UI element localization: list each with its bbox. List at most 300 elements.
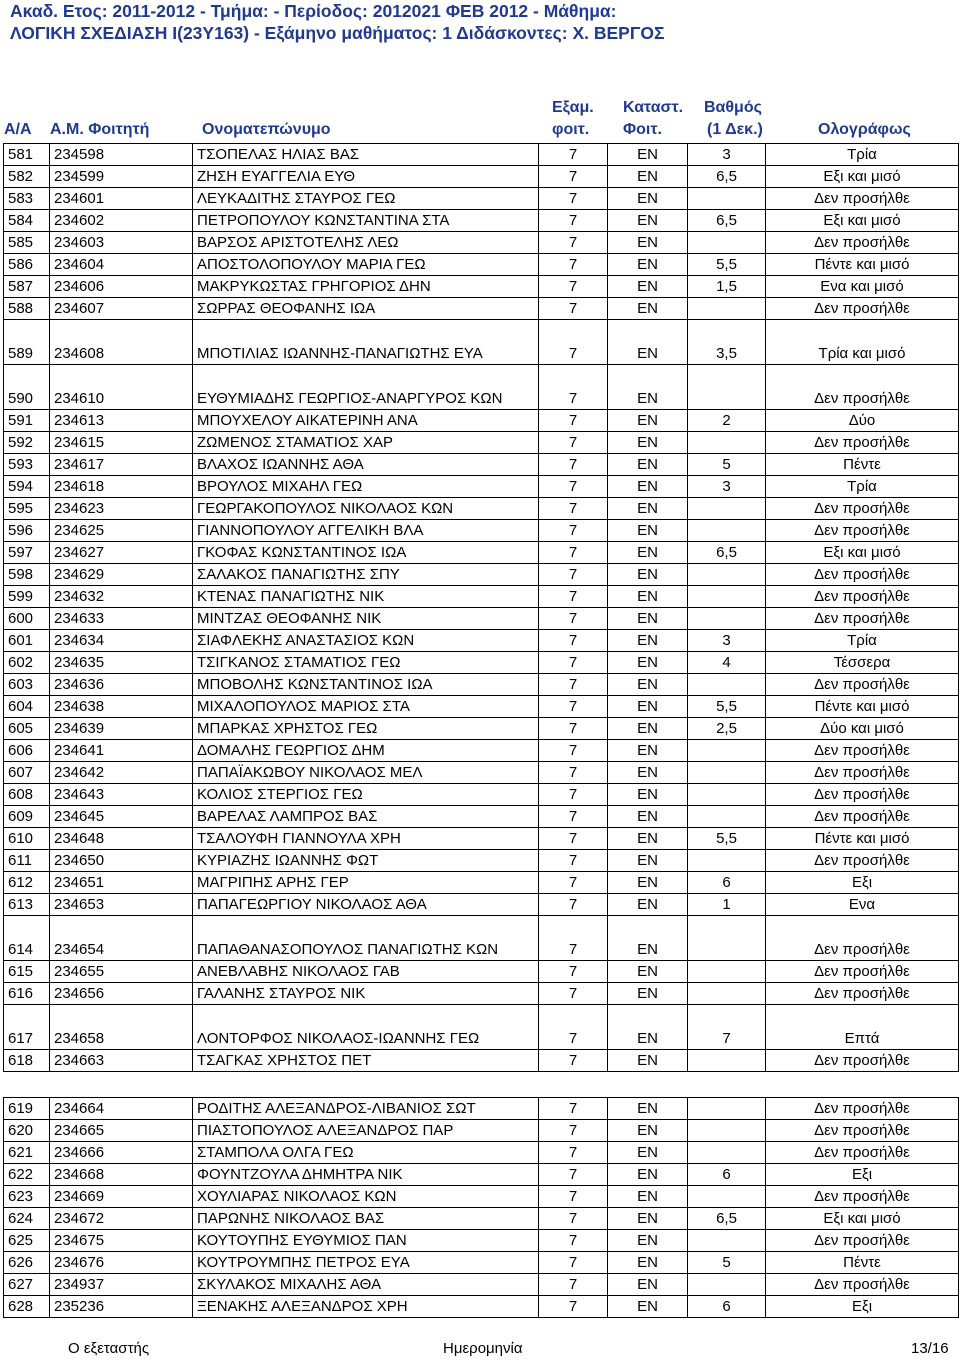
spacer-cell [608,1072,688,1098]
enrollment-status: ΕΝ [608,961,688,983]
grade [688,365,766,410]
grade: 6 [688,1164,766,1186]
grade-in-words: Εξι και μισό [766,542,959,564]
grade-in-words: Εξι [766,1296,959,1318]
table-row [4,850,959,872]
student-id: 234598 [50,144,193,166]
spacer-cell [193,1072,539,1098]
grade [688,564,766,586]
exam-semester: 7 [539,1274,608,1296]
grade [688,1274,766,1296]
grade-in-words: Δεν προσήλθε [766,806,959,828]
enrollment-status: ΕΝ [608,320,688,365]
row-number: 614 [4,916,50,961]
table-row [4,784,959,806]
grade-in-words: Δεν προσήλθε [766,1142,959,1164]
student-name: ΚΟΥΤΡΟΥΜΠΗΣ ΠΕΤΡΟΣ ΕΥΑ [193,1252,539,1274]
row-number: 624 [4,1208,50,1230]
grade: 5 [688,454,766,476]
title-line-2: ΛΟΓΙΚΗ ΣΧΕΔΙΑΣΗ Ι(23Υ163) - Εξάμηνο μαθήματος: 1 Διδάσκοντες: Χ. ΒΕΡΓΟΣ [10,23,665,43]
student-name: ΑΠΟΣΤΟΛΟΠΟΥΛΟΥ ΜΑΡΙΑ ΓΕΩ [193,254,539,276]
student-name: ΖΗΣΗ ΕΥΑΓΓΕΛΙΑ ΕΥΘ [193,166,539,188]
table-row [4,630,959,652]
enrollment-status: ΕΝ [608,1252,688,1274]
exam-semester: 7 [539,210,608,232]
student-id: 234617 [50,454,193,476]
grade-in-words: Δεν προσήλθε [766,188,959,210]
grade-in-words: Πέντε και μισό [766,828,959,850]
student-id: 234599 [50,166,193,188]
student-name: ΠΑΡΩΝΗΣ ΝΙΚΟΛΑΟΣ ΒΑΣ [193,1208,539,1230]
grade-in-words: Δεν προσήλθε [766,498,959,520]
table-row [4,1252,959,1274]
grade-in-words: Δεν προσήλθε [766,232,959,254]
grade [688,806,766,828]
grade-in-words: Εξι και μισό [766,210,959,232]
enrollment-status: ΕΝ [608,476,688,498]
row-number: 601 [4,630,50,652]
enrollment-status: ΕΝ [608,674,688,696]
table-row [4,1296,959,1318]
table-row [4,166,959,188]
student-id: 234623 [50,498,193,520]
grade-in-words: Πέντε και μισό [766,254,959,276]
grade-in-words: Δεν προσήλθε [766,784,959,806]
student-id: 234638 [50,696,193,718]
student-id: 234653 [50,894,193,916]
exam-semester: 7 [539,1252,608,1274]
enrollment-status: ΕΝ [608,586,688,608]
grade [688,432,766,454]
student-id: 234656 [50,983,193,1005]
enrollment-status: ΕΝ [608,166,688,188]
exam-semester: 7 [539,254,608,276]
student-id: 234633 [50,608,193,630]
student-id: 234627 [50,542,193,564]
row-number: 627 [4,1274,50,1296]
table-row [4,320,959,365]
enrollment-status: ΕΝ [608,916,688,961]
enrollment-status: ΕΝ [608,784,688,806]
table-row [4,696,959,718]
student-name: ΚΤΕΝΑΣ ΠΑΝΑΓΙΩΤΗΣ ΝΙΚ [193,586,539,608]
table-row [4,210,959,232]
row-number: 603 [4,674,50,696]
exam-semester: 7 [539,916,608,961]
grade [688,850,766,872]
exam-semester: 7 [539,542,608,564]
grade-in-words: Δεν προσήλθε [766,961,959,983]
grade: 6,5 [688,1208,766,1230]
row-number: 599 [4,586,50,608]
exam-semester: 7 [539,410,608,432]
row-number: 620 [4,1120,50,1142]
exam-semester: 7 [539,564,608,586]
row-number: 608 [4,784,50,806]
enrollment-status: ΕΝ [608,432,688,454]
row-number: 612 [4,872,50,894]
exam-semester: 7 [539,806,608,828]
row-number: 616 [4,983,50,1005]
grade-in-words: Τρία και μισό [766,320,959,365]
exam-semester: 7 [539,872,608,894]
grade-in-words: Δεν προσήλθε [766,564,959,586]
student-name: ΤΣΙΓΚΑΝΟΣ ΣΤΑΜΑΤΙΟΣ ΓΕΩ [193,652,539,674]
exam-semester: 7 [539,740,608,762]
grades-table [3,143,959,1318]
exam-semester: 7 [539,696,608,718]
exam-semester: 7 [539,608,608,630]
grade [688,1230,766,1252]
student-name: ΤΣΟΠΕΛΑΣ ΗΛΙΑΣ ΒΑΣ [193,144,539,166]
grade-in-words: Δύο [766,410,959,432]
student-id: 234645 [50,806,193,828]
exam-semester: 7 [539,454,608,476]
student-name: ΓΙΑΝΝΟΠΟΥΛΟΥ ΑΓΓΕΛΙΚΗ ΒΛΑ [193,520,539,542]
student-id: 234610 [50,365,193,410]
enrollment-status: ΕΝ [608,1098,688,1120]
grade: 5,5 [688,254,766,276]
exam-semester: 7 [539,1230,608,1252]
col-am-header: Α.Μ. Φοιτητή [50,121,150,138]
student-name: ΜΠΟΤΙΛΙΑΣ ΙΩΑΝΝΗΣ-ΠΑΝΑΓΙΩΤΗΣ ΕΥΑ [193,320,539,365]
row-number: 618 [4,1050,50,1072]
student-id: 234615 [50,432,193,454]
table-row [4,1120,959,1142]
student-id: 234658 [50,1005,193,1050]
table-row [4,1208,959,1230]
col-grade-header-2: (1 Δεκ.) [707,121,763,138]
student-name: ΜΑΓΡΙΠΗΣ ΑΡΗΣ ΓΕΡ [193,872,539,894]
spacer-cell [539,1072,608,1098]
exam-semester: 7 [539,298,608,320]
exam-semester: 7 [539,961,608,983]
enrollment-status: ΕΝ [608,1274,688,1296]
student-id: 234607 [50,298,193,320]
student-id: 234664 [50,1098,193,1120]
student-name: ΜΠΑΡΚΑΣ ΧΡΗΣΤΟΣ ΓΕΩ [193,718,539,740]
student-name: ΣΤΑΜΠΟΛΑ ΟΛΓΑ ΓΕΩ [193,1142,539,1164]
enrollment-status: ΕΝ [608,696,688,718]
row-number: 613 [4,894,50,916]
grade-in-words: Ενα και μισό [766,276,959,298]
row-number: 593 [4,454,50,476]
col-status-header-2: Φοιτ. [623,121,662,138]
table-row [4,476,959,498]
exam-semester: 7 [539,784,608,806]
row-number: 585 [4,232,50,254]
table-row [4,674,959,696]
exam-semester: 7 [539,1005,608,1050]
col-name-header: Ονοματεπώνυμο [202,121,331,138]
table-row [4,520,959,542]
grade-in-words: Τρία [766,476,959,498]
student-name: ΛΟΝΤΟΡΦΟΣ ΝΙΚΟΛΑΟΣ-ΙΩΑΝΝΗΣ ΓΕΩ [193,1005,539,1050]
table-row [4,1274,959,1296]
student-id: 234650 [50,850,193,872]
grade: 2 [688,410,766,432]
grade: 5,5 [688,696,766,718]
grade-in-words: Πέντε [766,1252,959,1274]
grade: 5 [688,1252,766,1274]
grade-in-words: Ενα [766,894,959,916]
grade-in-words: Δεν προσήλθε [766,608,959,630]
grade [688,1050,766,1072]
grade-in-words: Δεν προσήλθε [766,298,959,320]
student-id: 234625 [50,520,193,542]
table-row [4,806,959,828]
table-row [4,872,959,894]
enrollment-status: ΕΝ [608,894,688,916]
student-id: 234665 [50,1120,193,1142]
row-number: 617 [4,1005,50,1050]
student-id: 234606 [50,276,193,298]
student-id: 234613 [50,410,193,432]
row-number: 611 [4,850,50,872]
row-number: 619 [4,1098,50,1120]
grade-in-words: Δεν προσήλθε [766,1274,959,1296]
row-number: 606 [4,740,50,762]
col-status-header-1: Καταστ. [623,99,684,116]
grade [688,740,766,762]
grade [688,961,766,983]
row-number: 621 [4,1142,50,1164]
grade-in-words: Δεν προσήλθε [766,432,959,454]
row-number: 602 [4,652,50,674]
student-name: ΤΣΑΛΟΥΦΗ ΓΙΑΝΝΟΥΛΑ ΧΡΗ [193,828,539,850]
enrollment-status: ΕΝ [608,498,688,520]
table-row [4,254,959,276]
exam-semester: 7 [539,1208,608,1230]
column-headers [0,94,960,142]
student-id: 234663 [50,1050,193,1072]
student-name: ΑΝΕΒΛΑΒΗΣ ΝΙΚΟΛΑΟΣ ΓΑΒ [193,961,539,983]
student-id: 234634 [50,630,193,652]
footer-examiner: Ο εξεταστής [68,1340,150,1357]
grade-in-words: Δεν προσήλθε [766,674,959,696]
grade-in-words: Δεν προσήλθε [766,1186,959,1208]
exam-semester: 7 [539,144,608,166]
table-row [4,652,959,674]
enrollment-status: ΕΝ [608,1120,688,1142]
grade [688,520,766,542]
student-name: ΠΑΠΑΘΑΝΑΣΟΠΟΥΛΟΣ ΠΑΝΑΓΙΩΤΗΣ ΚΩΝ [193,916,539,961]
exam-semester: 7 [539,188,608,210]
spacer-cell [688,1072,766,1098]
table-row [4,498,959,520]
row-number: 592 [4,432,50,454]
student-id: 234643 [50,784,193,806]
table-row [4,1050,959,1072]
student-id: 234648 [50,828,193,850]
student-id: 234655 [50,961,193,983]
enrollment-status: ΕΝ [608,276,688,298]
student-name: ΧΟΥΛΙΑΡΑΣ ΝΙΚΟΛΑΟΣ ΚΩΝ [193,1186,539,1208]
col-exam-header-1: Εξαμ. [552,99,594,116]
exam-semester: 7 [539,586,608,608]
student-id: 234608 [50,320,193,365]
grade-in-words: Δεν προσήλθε [766,916,959,961]
grade-in-words: Τρία [766,630,959,652]
row-number: 626 [4,1252,50,1274]
student-name: ΣΚΥΛΑΚΟΣ ΜΙΧΑΛΗΣ ΑΘΑ [193,1274,539,1296]
enrollment-status: ΕΝ [608,1164,688,1186]
spacer-cell [50,1072,193,1098]
enrollment-status: ΕΝ [608,254,688,276]
exam-semester: 7 [539,166,608,188]
grade-in-words: Δεν προσήλθε [766,762,959,784]
enrollment-status: ΕΝ [608,806,688,828]
exam-semester: 7 [539,983,608,1005]
student-id: 234651 [50,872,193,894]
table-row [4,1005,959,1050]
table-row [4,983,959,1005]
row-number: 625 [4,1230,50,1252]
grade-in-words: Εξι [766,872,959,894]
enrollment-status: ΕΝ [608,365,688,410]
grade-in-words: Δεν προσήλθε [766,520,959,542]
table-row [4,298,959,320]
grade [688,1098,766,1120]
row-number: 581 [4,144,50,166]
enrollment-status: ΕΝ [608,1142,688,1164]
grade-in-words: Επτά [766,1005,959,1050]
grade: 2,5 [688,718,766,740]
student-name: ΒΛΑΧΟΣ ΙΩΑΝΝΗΣ ΑΘΑ [193,454,539,476]
grade [688,586,766,608]
row-number: 600 [4,608,50,630]
table-row [4,586,959,608]
table-row [4,564,959,586]
grade [688,608,766,630]
enrollment-status: ΕΝ [608,718,688,740]
grade: 1,5 [688,276,766,298]
row-number: 607 [4,762,50,784]
student-name: ΣΑΛΑΚΟΣ ΠΑΝΑΓΙΩΤΗΣ ΣΠΥ [193,564,539,586]
grade: 5,5 [688,828,766,850]
exam-semester: 7 [539,850,608,872]
exam-semester: 7 [539,1186,608,1208]
table-row [4,961,959,983]
student-name: ΜΙΝΤΖΑΣ ΘΕΟΦΑΝΗΣ ΝΙΚ [193,608,539,630]
student-name: ΜΠΟΥΧΕΛΟΥ ΑΙΚΑΤΕΡΙΝΗ ΑΝΑ [193,410,539,432]
row-number: 597 [4,542,50,564]
table-row [4,276,959,298]
grade-in-words: Πέντε [766,454,959,476]
student-id: 234669 [50,1186,193,1208]
enrollment-status: ΕΝ [608,652,688,674]
footer-page-number: 13/16 [911,1340,949,1357]
enrollment-status: ΕΝ [608,872,688,894]
exam-semester: 7 [539,520,608,542]
enrollment-status: ΕΝ [608,1296,688,1318]
grade-in-words: Δεν προσήλθε [766,1050,959,1072]
table-row [4,608,959,630]
student-name: ΜΠΟΒΟΛΗΣ ΚΩΝΣΤΑΝΤΙΝΟΣ ΙΩΑ [193,674,539,696]
row-number: 596 [4,520,50,542]
student-name: ΒΑΡΕΛΑΣ ΛΑΜΠΡΟΣ ΒΑΣ [193,806,539,828]
grade-in-words: Δεν προσήλθε [766,1120,959,1142]
row-number: 591 [4,410,50,432]
student-name: ΜΙΧΑΛΟΠΟΥΛΟΣ ΜΑΡΙΟΣ ΣΤΑ [193,696,539,718]
student-name: ΜΑΚΡΥΚΩΣΤΑΣ ΓΡΗΓΟΡΙΟΣ ΔΗΝ [193,276,539,298]
student-id: 234635 [50,652,193,674]
exam-semester: 7 [539,894,608,916]
grade: 3 [688,476,766,498]
student-name: ΖΩΜΕΝΟΣ ΣΤΑΜΑΤΙΟΣ ΧΑΡ [193,432,539,454]
grade [688,232,766,254]
row-number: 590 [4,365,50,410]
student-id: 234642 [50,762,193,784]
table-row [4,1098,959,1120]
exam-semester: 7 [539,1164,608,1186]
grade: 4 [688,652,766,674]
exam-semester: 7 [539,762,608,784]
row-number: 609 [4,806,50,828]
student-id: 234604 [50,254,193,276]
student-name: ΓΕΩΡΓΑΚΟΠΟΥΛΟΣ ΝΙΚΟΛΑΟΣ ΚΩΝ [193,498,539,520]
student-name: ΚΥΡΙΑΖΗΣ ΙΩΑΝΝΗΣ ΦΩΤ [193,850,539,872]
spacer-cell [4,1072,50,1098]
table-row [4,432,959,454]
grade: 6,5 [688,166,766,188]
grade [688,1120,766,1142]
row-number: 605 [4,718,50,740]
grade-in-words: Δεν προσήλθε [766,365,959,410]
col-grade-header-1: Βαθμός [704,99,762,116]
enrollment-status: ΕΝ [608,1050,688,1072]
table-row [4,1230,959,1252]
spacer-cell [766,1072,959,1098]
table-row [4,410,959,432]
table-row [4,144,959,166]
enrollment-status: ΕΝ [608,410,688,432]
student-id: 234676 [50,1252,193,1274]
student-id: 234672 [50,1208,193,1230]
student-id: 234636 [50,674,193,696]
row-number: 584 [4,210,50,232]
grade [688,298,766,320]
exam-semester: 7 [539,432,608,454]
enrollment-status: ΕΝ [608,1005,688,1050]
student-name: ΡΟΔΙΤΗΣ ΑΛΕΞΑΝΔΡΟΣ-ΛΙΒΑΝΙΟΣ ΣΩΤ [193,1098,539,1120]
exam-semester: 7 [539,365,608,410]
grade [688,983,766,1005]
exam-semester: 7 [539,718,608,740]
grade-in-words: Δεν προσήλθε [766,1098,959,1120]
student-name: ΔΟΜΑΛΗΣ ΓΕΩΡΓΙΟΣ ΔΗΜ [193,740,539,762]
enrollment-status: ΕΝ [608,520,688,542]
grade: 3 [688,630,766,652]
grade-in-words: Τρία [766,144,959,166]
student-id: 234618 [50,476,193,498]
table-row [4,1164,959,1186]
student-name: ΓΑΛΑΝΗΣ ΣΤΑΥΡΟΣ ΝΙΚ [193,983,539,1005]
row-number: 583 [4,188,50,210]
student-name: ΣΙΑΦΛΕΚΗΣ ΑΝΑΣΤΑΣΙΟΣ ΚΩΝ [193,630,539,652]
grade [688,1186,766,1208]
enrollment-status: ΕΝ [608,762,688,784]
grade: 3 [688,144,766,166]
exam-semester: 7 [539,498,608,520]
table-row [4,542,959,564]
grade-in-words: Τέσσερα [766,652,959,674]
exam-semester: 7 [539,1098,608,1120]
col-words-header: Ολογράφως [818,121,911,138]
grade [688,498,766,520]
student-name: ΚΟΛΙΟΣ ΣΤΕΡΓΙΟΣ ΓΕΩ [193,784,539,806]
student-name: ΒΑΡΣΟΣ ΑΡΙΣΤΟΤΕΛΗΣ ΛΕΩ [193,232,539,254]
